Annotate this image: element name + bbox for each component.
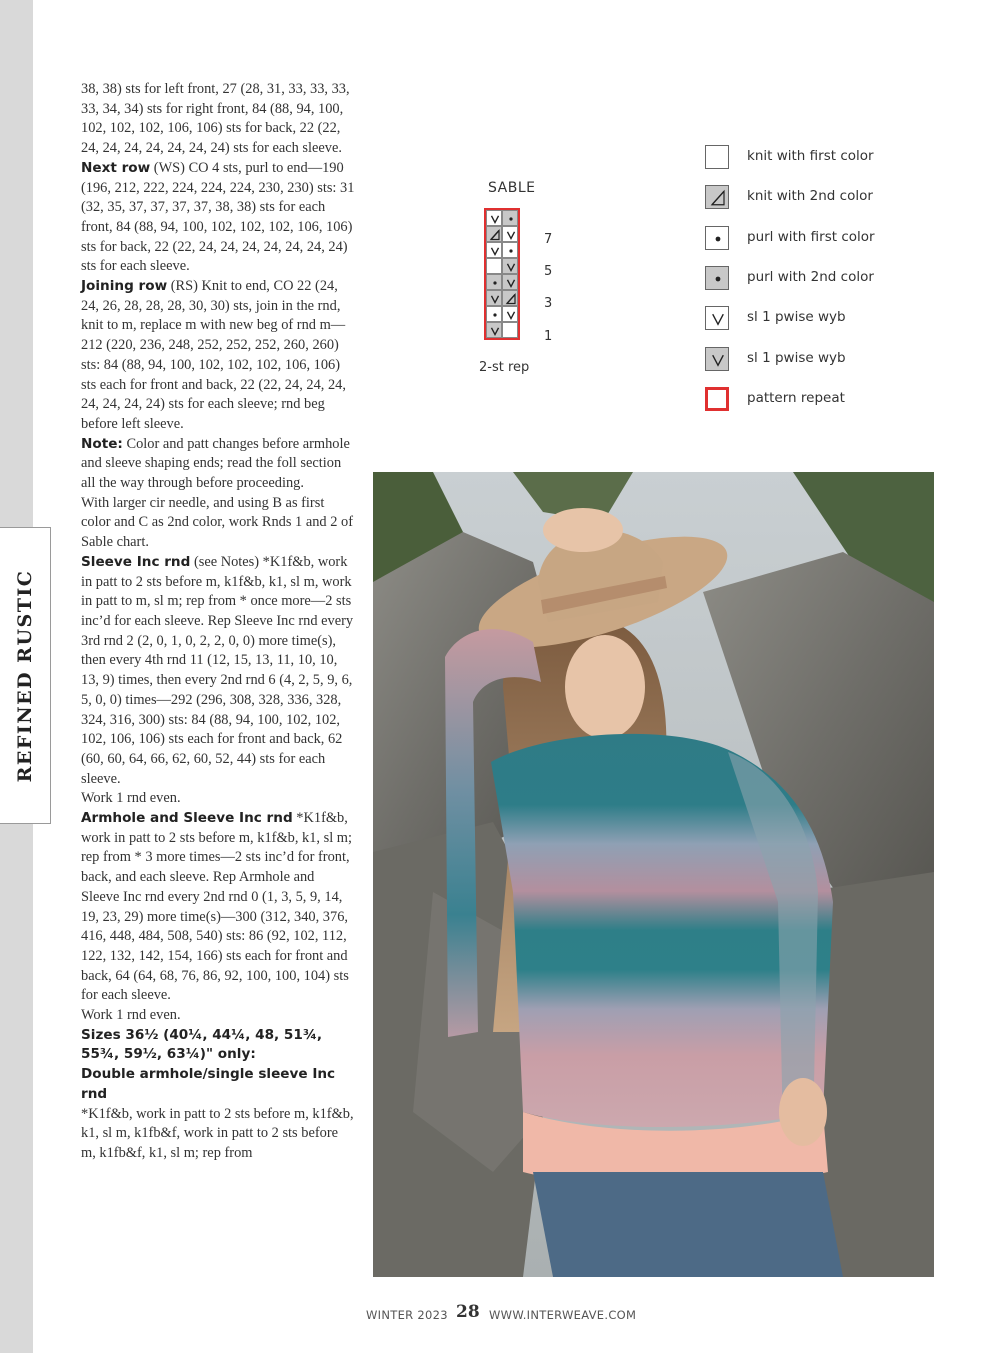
legend-label: sl 1 pwise wyb: [747, 309, 846, 326]
instruction-text: Work 1 rnd even.: [81, 1007, 181, 1024]
knit-white-symbol-icon: [705, 145, 729, 169]
instruction-heading: Joining row: [81, 278, 168, 295]
purl-white-symbol-icon: [705, 226, 729, 250]
instructions-column: [81, 80, 356, 1164]
instruction-text: *K1f&b, work in patt to 2 sts before m, k1f&b, k1, sl m; rep from * 3 more times—2 sts inc’d for front, back, and each sleeve. Rep Armhole and Sleeve Inc rnd every 2nd rnd 0 (1, 3, 5, 9, 14, 19, 23, 29) more time(s)—300 (312, 340, 376, 416, 448, 484, 508, 540) sts: 86 (92, 102, 112, 122, 132, 142, 154, 166) sts each for front and back, 64 (64, 68, 76, 86, 92, 100, 100, 104) sts for each sleeve.: [81, 810, 352, 1004]
legend-label: purl with 2nd color: [747, 268, 874, 285]
section-tab: [0, 527, 51, 824]
repeat-red-symbol-icon: [705, 387, 729, 411]
knit-2nd-symbol-icon: [705, 185, 729, 209]
row-number-7: 7: [544, 232, 553, 247]
instruction-text: 38, 38) sts for left front, 27 (28, 31, 33, 33, 33, 33, 34, 34) sts for right front, 84 (88, 94, 100, 102, 102, 102, 106, 106) sts for back, 22 (22, 24, 24, 24, 24, 24, 24, 24) sts for each sleeve.: [81, 81, 350, 157]
instruction-text: Color and patt changes before armhole and sleeve shaping ends; read the foll section all the way through before proceeding.: [81, 435, 350, 492]
instruction-text: (see Notes) *K1f&b, work in patt to 2 sts before m, k1f&b, k1, sl m, work in patt to m, sl m; rep from * once more—2 sts inc’d for each sleeve. Rep Sleeve Inc rnd every 3rd rnd 2 (2, 0, 1, 0, 2, 2, 0, 0) more time(s), then every 4th rnd 11 (12, 15, 13, 11, 10, 10, 13, 9) times, then every 2nd rnd 6 (4, 2, 5, 9, 6, 5, 0, 0) times—292 (296, 308, 328, 336, 328, 324, 316, 300) sts: 84 (88, 94, 100, 102, 102, 102, 106, 106) sts each for front and back, 62 (60, 60, 64, 66, 62, 60, 52, 44) sts for each sleeve.: [81, 553, 354, 787]
purl-2nd-symbol-icon: [705, 266, 729, 290]
instruction-text: Work 1 rnd even.: [81, 790, 181, 807]
section-tab-label: REFINED RUSTIC: [14, 569, 36, 782]
legend-label: knit with first color: [747, 148, 874, 164]
instruction-heading: Next row: [81, 159, 151, 176]
instruction-paragraph: [81, 809, 356, 1006]
instruction-paragraph: [81, 1065, 356, 1104]
row-number-3: 3: [544, 296, 553, 311]
chart-title: SABLE: [488, 180, 536, 196]
legend-item: [705, 145, 965, 171]
instruction-paragraph: [81, 789, 356, 809]
instruction-paragraph: [81, 435, 356, 494]
instruction-heading: Armhole and Sleeve Inc rnd: [81, 810, 293, 827]
instruction-text: *K1f&b, work in patt to 2 sts before m, k1f&b, k1, sl m, k1fb&f, work in patt to 2 sts before m, k1fb&f, k1, sl m; rep from: [81, 1105, 354, 1161]
instruction-heading: Sizes 36½ (40¼, 44¼, 48, 51¾, 55¾, 59½, 63¼)" only:: [81, 1026, 323, 1063]
legend-item: [705, 387, 965, 413]
instruction-text: (RS) Knit to end, CO 22 (24, 24, 26, 28, 28, 28, 30, 30) sts, join in the rnd, knit to m, replace m with new beg of rnd m—212 (220, 236, 248, 252, 252, 252, 260, 260) sts: 84 (88, 94, 100, 102, 102, 102, 106, 106) sts each for front and back, 22 (22, 24, 24, 24, 24, 24, 24, 24) sts for each sleeve; rnd beg before left sleeve.: [81, 278, 346, 432]
legend-label: sl 1 pwise wyb: [747, 349, 846, 366]
legend-item: [705, 306, 965, 332]
legend-label: pattern repeat: [747, 389, 845, 406]
instruction-paragraph: [81, 1026, 356, 1065]
instruction-paragraph: [81, 277, 356, 435]
instruction-paragraph: [81, 553, 356, 789]
legend-label: knit with 2nd color: [747, 188, 873, 205]
instruction-heading: Note:: [81, 435, 123, 452]
instruction-text: (WS) CO 4 sts, purl to end—190 (196, 212, 222, 224, 224, 224, 230, 230) sts: 31 (32, 35, 37, 37, 37, 37, 38, 38) sts for each front, 84 (88, 94, 100, 102, 102, 102, 106, 106) sts for back, 22 (22, 24, 24, 24, 24, 24, 24, 24) sts for each sleeve.: [81, 159, 355, 275]
row-number-5: 5: [544, 264, 553, 279]
footer-issue: WINTER 2023: [366, 1308, 448, 1322]
repeat-label: 2-st rep: [479, 360, 530, 375]
sl-white-symbol-icon: [705, 306, 729, 330]
legend-item: [705, 347, 965, 373]
pattern-repeat-outline: [484, 208, 520, 340]
legend-item: [705, 226, 965, 252]
row-number-1: 1: [544, 329, 553, 344]
legend-item: [705, 185, 965, 211]
instruction-paragraph: [81, 159, 356, 277]
sl-gray-symbol-icon: [705, 347, 729, 371]
instruction-paragraph: [81, 494, 356, 553]
instruction-paragraph: [81, 1006, 356, 1026]
instruction-heading: Double armhole/single sleeve Inc rnd: [81, 1066, 336, 1102]
page-number: 28: [456, 1302, 480, 1322]
legend-label: purl with first color: [747, 228, 875, 245]
footer-url: WWW.INTERWEAVE.COM: [489, 1308, 637, 1322]
legend-item: [705, 266, 965, 292]
instruction-text: With larger cir needle, and using B as first color and C as 2nd color, work Rnds 1 and 2 of Sable chart.: [81, 494, 354, 551]
sweater-photo: [373, 472, 934, 1277]
instruction-paragraph: [81, 80, 356, 159]
instruction-heading: Sleeve Inc rnd: [81, 553, 191, 570]
instruction-paragraph: [81, 1105, 356, 1164]
